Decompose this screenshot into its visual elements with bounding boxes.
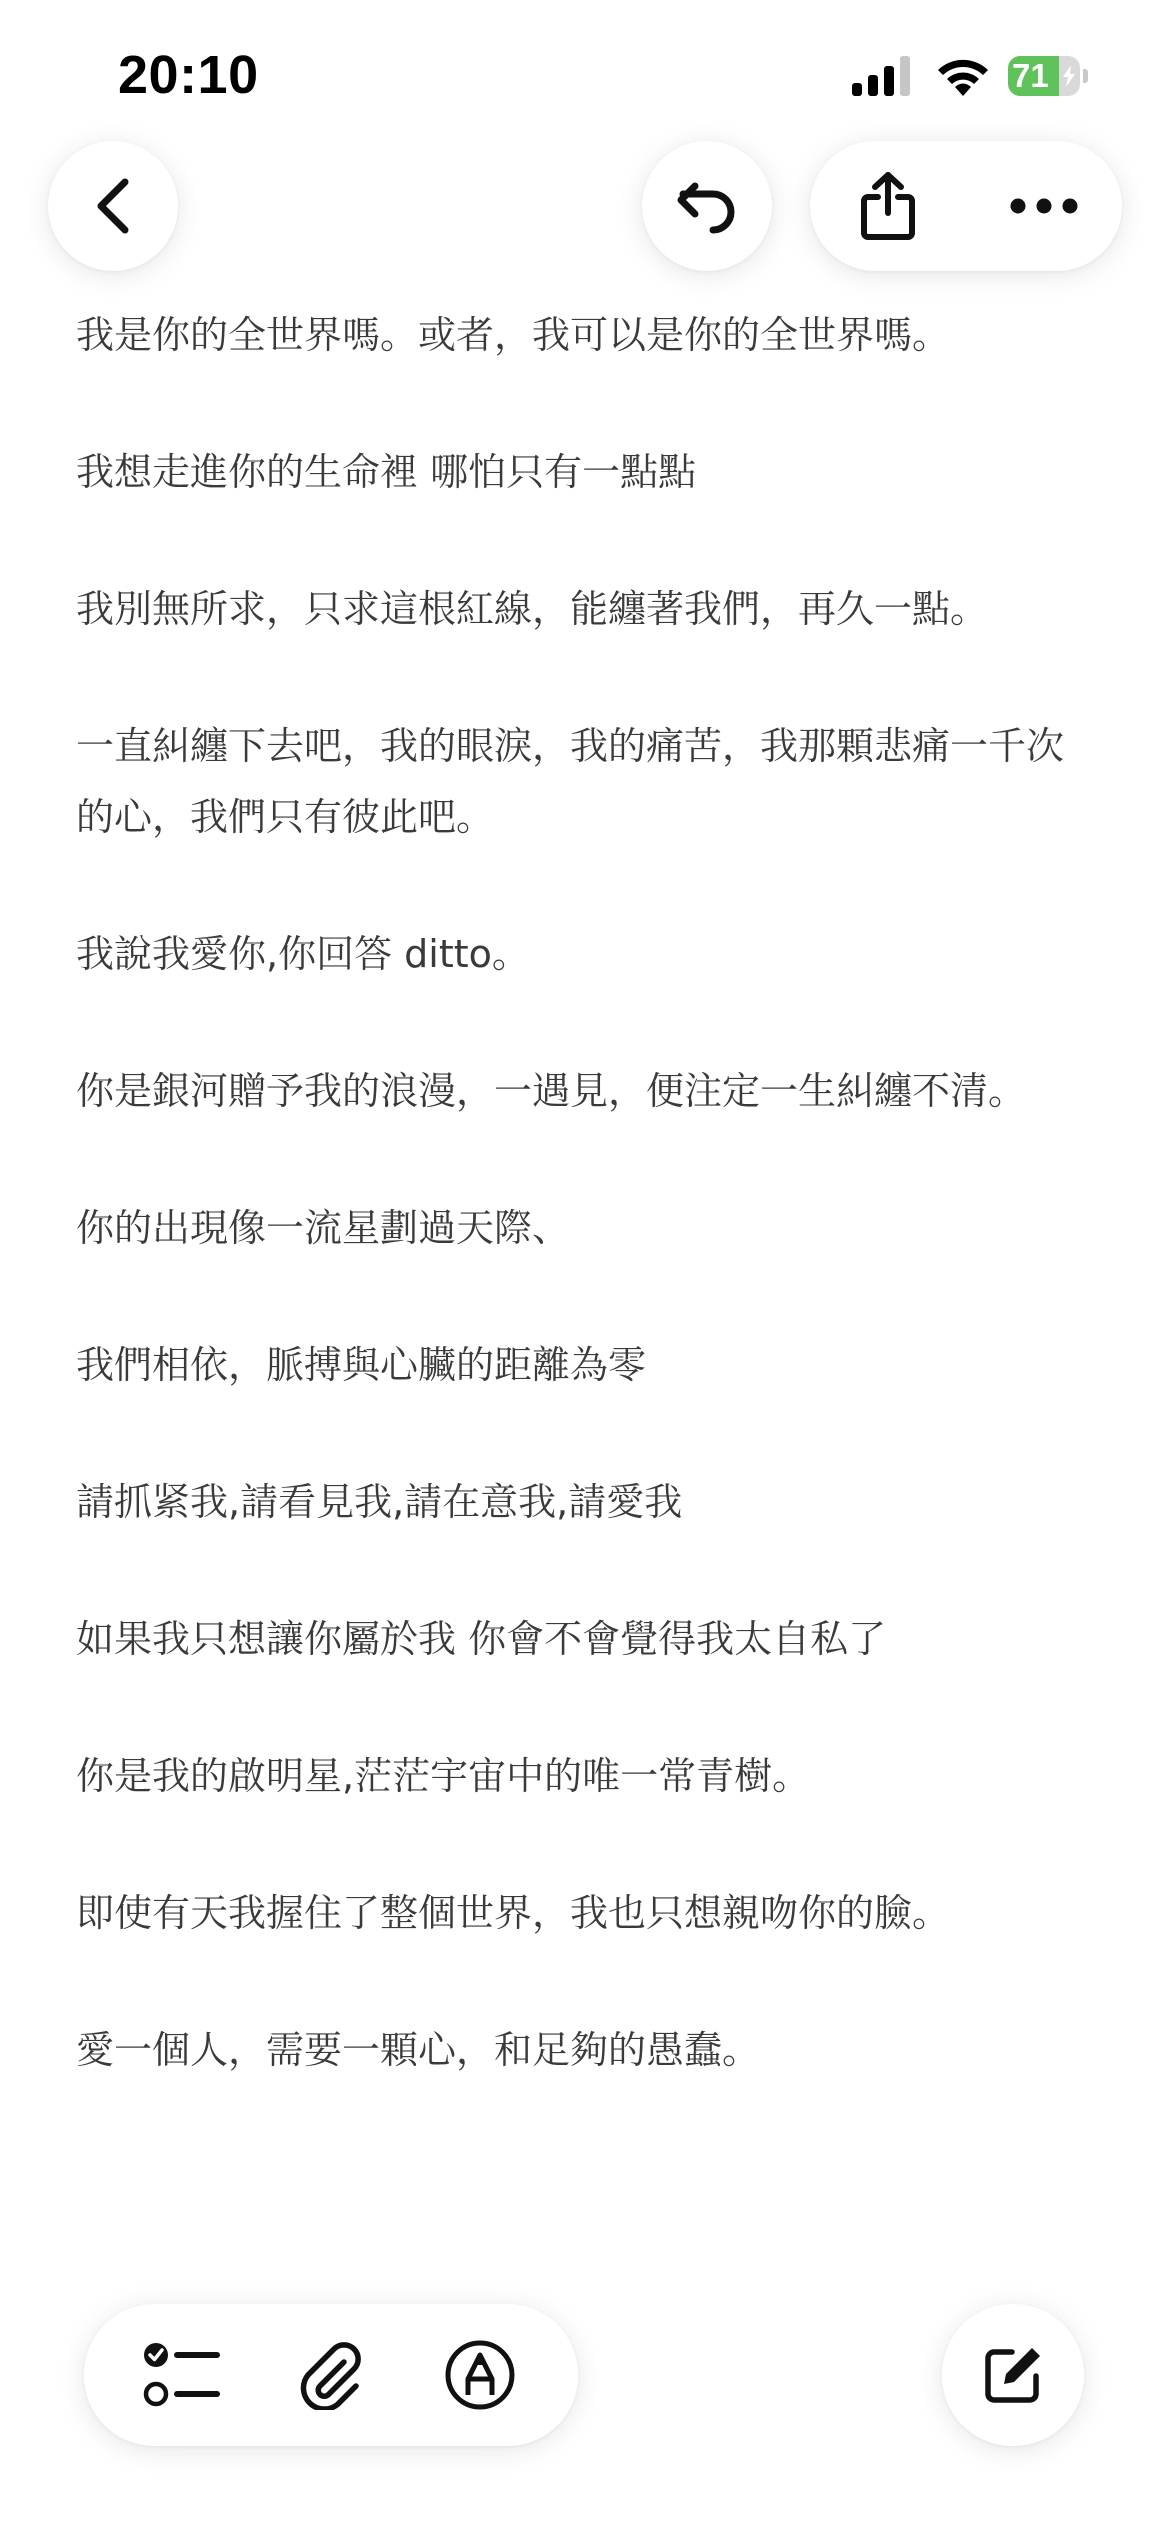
compose-icon <box>982 2344 1044 2406</box>
note-paragraph: 我說我愛你,你回答 ditto。 <box>76 932 530 976</box>
battery-level-text: 71 <box>1012 57 1049 94</box>
wifi-icon <box>935 52 991 96</box>
note-paragraph: 我們相依，脈搏與心臟的距離為零 <box>76 1343 647 1387</box>
charging-bolt-icon <box>1062 65 1076 87</box>
note-paragraph: 即使有天我握住了整個世界，我也只想親吻你的臉。 <box>76 1891 951 1935</box>
markup-pen-icon <box>444 2339 516 2411</box>
battery-indicator <box>1008 56 1088 96</box>
markup-button[interactable] <box>420 2315 540 2435</box>
attachment-button[interactable] <box>271 2315 391 2435</box>
chevron-left-icon <box>91 176 135 236</box>
note-paragraph: 請抓紧我,請看見我,請在意我,請愛我 <box>76 1480 683 1524</box>
compose-button[interactable] <box>942 2304 1084 2446</box>
status-bar <box>0 0 1170 150</box>
checklist-button[interactable] <box>122 2315 242 2435</box>
cellular-signal-icon <box>852 56 914 96</box>
share-icon <box>858 171 918 241</box>
note-paragraph: 愛一個人，需要一顆心，和足夠的愚蠢。 <box>76 2028 761 2072</box>
share-button[interactable] <box>810 141 966 271</box>
bottom-toolbar <box>84 2304 578 2446</box>
checklist-icon <box>143 2339 221 2411</box>
paperclip-icon <box>296 2340 366 2410</box>
battery-cap <box>1083 69 1088 83</box>
note-paragraph: 你是銀河贈予我的浪漫，一遇見，便注定一生糾纏不清。 <box>76 1069 1027 1113</box>
note-body[interactable] <box>76 300 1096 2152</box>
note-paragraph: 我想走進你的生命裡 哪怕只有一點點 <box>76 450 697 494</box>
note-paragraph: 如果我只想讓你屬於我 你會不會覺得我太自私了 <box>76 1617 887 1661</box>
note-paragraph: 我是你的全世界嗎。或者，我可以是你的全世界嗎。 <box>76 313 951 357</box>
note-paragraph: 你是我的啟明星,茫茫宇宙中的唯一常青樹。 <box>76 1754 811 1798</box>
undo-icon <box>675 176 739 236</box>
status-time: 20:10 <box>118 45 259 105</box>
note-paragraph: 一直糾纏下去吧，我的眼淚，我的痛苦，我那顆悲痛一千次的心，我們只有彼此吧。 <box>76 724 1065 839</box>
note-paragraph: 你的出現像一流星劃過天際、 <box>76 1206 571 1250</box>
share-more-group <box>810 141 1122 271</box>
back-button[interactable] <box>48 141 178 271</box>
undo-button[interactable] <box>642 141 772 271</box>
ellipsis-icon <box>1009 196 1079 216</box>
more-button[interactable] <box>966 141 1122 271</box>
battery-body <box>1008 56 1080 96</box>
note-paragraph: 我別無所求，只求這根紅線，能纏著我們，再久一點。 <box>76 587 989 631</box>
